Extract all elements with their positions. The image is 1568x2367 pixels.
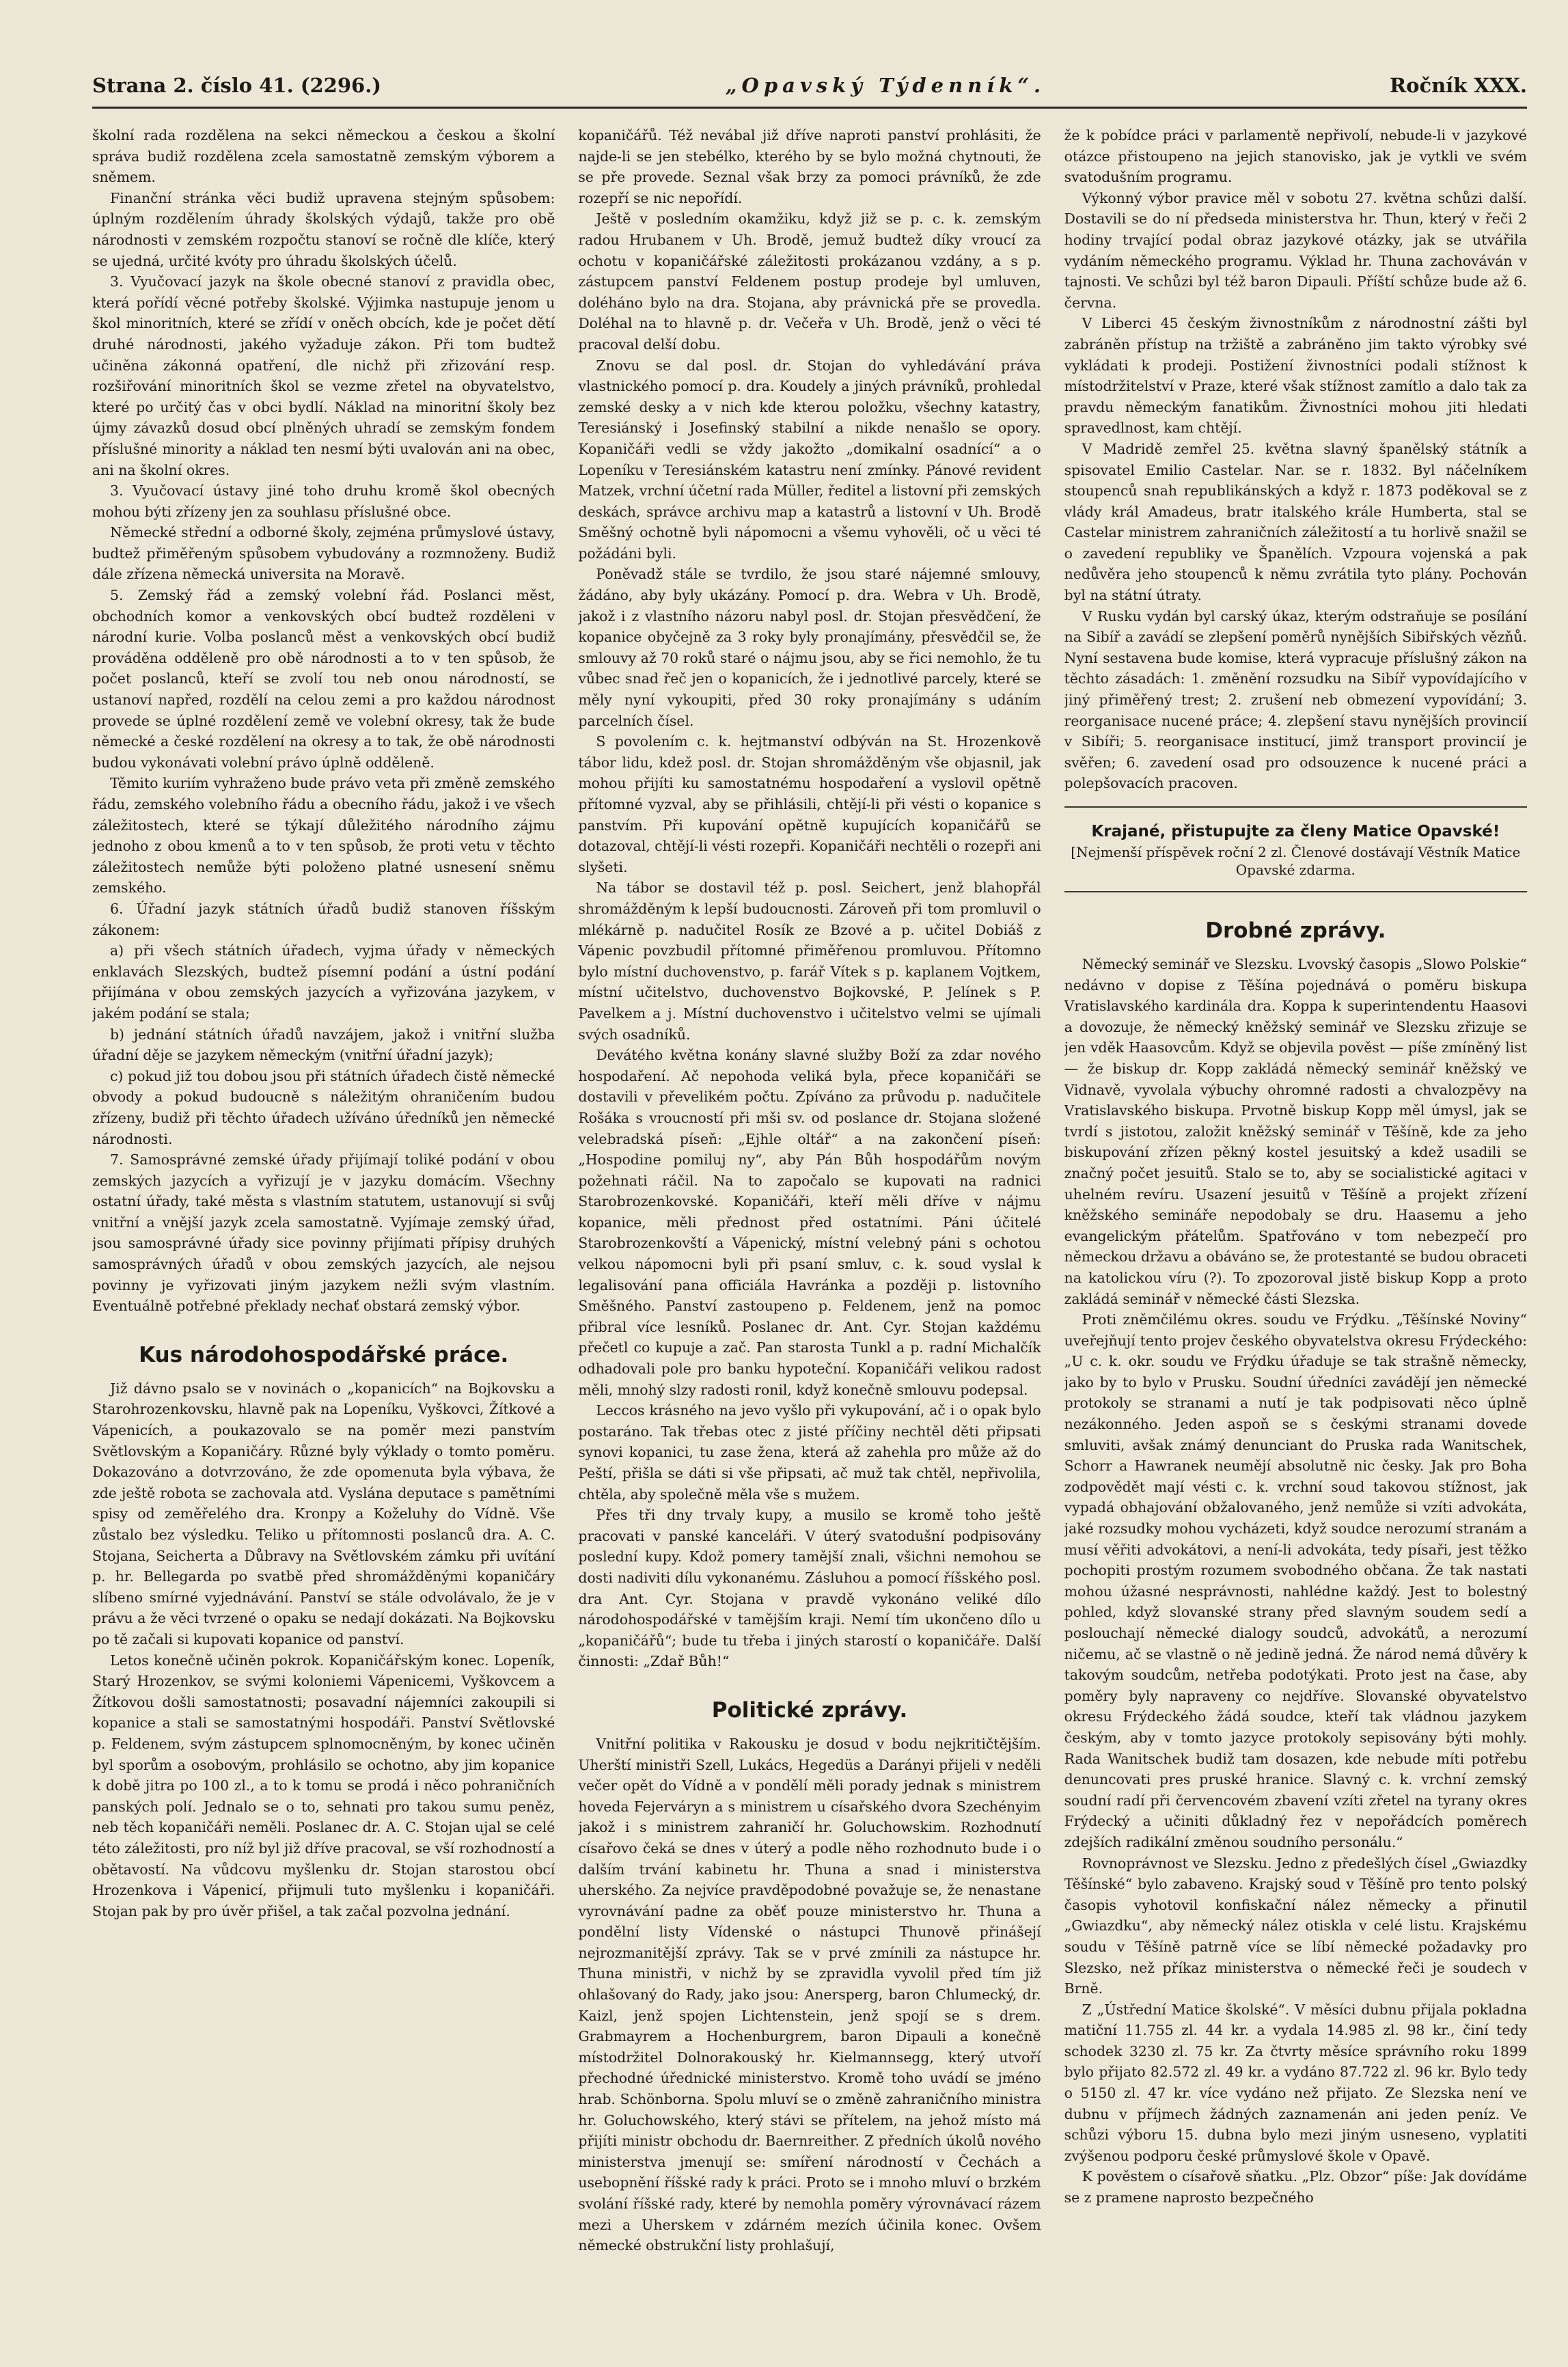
paragraph: Výkonný výbor pravice měl v sobotu 27. května schůzi další. Dostavili se do ní předseda ministerstva hr. Thun, který v řeči 2 hodiny trvající podal obraz jazykové otázky, jak se utvářila vydáním německého programu. Výklad hr. Thuna zachováván v tajnosti. Ve schůzi byl též baron Dipauli. Příští schůze bude až 6. června. [1064, 189, 1527, 311]
paragraph: c) pokud již tou dobou jsou při státních úřadech čistě německé obvody a pokud budoucně s náležitým ohraničením budou zřízeny, budiž při těchto úřadech užíváno úředníků jen německé národnosti. [92, 1067, 555, 1147]
paragraph: Německý seminář ve Slezsku. Lvovský časopis „Slowo Polskie“ nedávno v dopise z Těšína pojednává o poměru biskupa Vratislavského kardinála dra. Koppa k superintendentu Haasovi a dovozuje, že německý kněžský seminář ve Slezsku zřizuje se jen vděk Haasovcům. Když se objevila pověst — píše zmíněný list — že biskup dr. Kopp zakládá německý seminář kněžský ve Vidnavě, vyvolala výbuchy ohromné radosti a chvalozpěvy na Vratislavského biskupa. Prvotně biskup Kopp měl úmysl, jak se tvrdí s jistotou, založit kněžský seminář v Těšíně, kde za jeho biskupování zřízen pěkný kostel jesuitský a kdež usadili se značný počet jesuitů. Stalo se to, aby se socialistické agitaci v uhelném revíru. Usazení jesuitů v Těšíně a projekt zřízení kněžského semináře nepodobaly se dru. Haasemu a jeho evangelickým přátelům. Spatřováno v tom nebezpečí pro německou državu a obáváno se, že protestanté se budou obraceti na katolickou víru (?). To zpozoroval jistě biskup Kopp a proto zakládá seminář v německé části Slezska. [1064, 956, 1527, 1307]
column-2 [578, 125, 1041, 2298]
paragraph: Ještě v posledním okamžiku, když již se p. c. k. zemským radou Hrubanem v Uh. Brodě, jemuž budtež díky vroucí za ochotu v kopaničářské záležitosti prokázanou vzdány, a s p. zástupcem panství Feldenem postup prodeje byl umluven, doléháno bylo na dra. Stojana, aby právnická pře se provedla. Doléhal na to hlavně p. dr. Večeřa v Uh. Brodě, jenž o věci té pracoval delší dobu. [578, 210, 1041, 353]
notice-title: Krajané, přistupujte za členy Matice Opavské! [1091, 823, 1500, 840]
paragraph: S povolením c. k. hejtmanství odbýván na St. Hrozenkově tábor lidu, kdež posl. dr. Stojan shromážděným vše objasnil, jak mohou přijíti ku samostatnému hospodaření a vyslovil opětně přítomné vyzval, aby se přihlásili, chtějí-li při vésti o kopanice s panstvím. Při kupování opětně kupujících kopaničářů se dotazoval, chtějí-li vésti rozepři. Kopaničáři nechtěli o rozepři ani slyšeti. [578, 733, 1041, 875]
column-3 [1064, 125, 1527, 2298]
matice-notice [1064, 820, 1527, 879]
section-title-economy: Kus národohospodářské práce. [139, 1342, 509, 1367]
header-page-number: Strana 2. číslo 41. (2296.) [92, 74, 382, 97]
article-columns [92, 125, 1527, 2298]
column-1 [92, 125, 555, 2298]
paragraph: Vnitřní politika v Rakousku je dosud v bodu nejkritičtějším. Uherští ministři Szell, Lukács, Hegedüs a Darányi přijeli v neděli večer opět do Vídně a v pondělí měli porady jednak s ministrem hoveda Fejerváryn a s ministrem u císařského dvora Szechényim jakož i s ministrem zahraničí hr. Goluchowskim. Rozhodnutí císařovo čeká se dnes v úterý a podle něho rozhodnuto bude i o dalším trvání kabinetu hr. Thuna a snad i ministerstva uherského. Za nejvíce pravděpodobné považuje se, že nenastane vyrovnávání padne za oběť pouze ministerstvo hr. Thuna a pondělní listy Vídenské o nástupci Thunově přinášejí nejrozmanitější zprávy. Tak se v prvé zmínili za nástupce hr. Thuna ministři, v nichž by se zpravidla vyvolil před tím již ohlašovaný do Rady, jako jsou: Anersperg, baron Chlumecký, dr. Kaizl, jenž spojen Lichtenstein, jenž spojí se s drem. Grabmayrem a Hochenburgrem, baron Dipauli a konečně místodržitel Dolnorakouský hr. Kielmannsegg, který utvoří přechodné úřednické ministerstvo. Kromě toho uvádí se jméno hrab. Schönborna. Spolu mluví se o změně zahraničního ministra hr. Goluchowského, který stávi se přítelem, na jehož místo má přijíti ministr obchodu dr. Baernreither. Z předních úkolů nového ministerstva jmenují se: smíření národností v Čechách a usebopnění říšské rady k práci. Proto se i mnoho mluví o brzkém svolání říšské rady, které by nemohla poměry výrovnávací rázem mezi a Uherskem v zdárném mezích účinila konec. Ovšem německé obstrukční listy prohlašují, [578, 1735, 1041, 2254]
paragraph: V Rusku vydán byl carský úkaz, kterým odstraňuje se posílání na Sibíř a zavádí se zlepšení poměrů nynějších Sibiřských vězňů. Nyní sestavena bude komise, která vypracuje příslušný zákon na těchto zásadách: 1. změnění rozsudku na Sibíř vypovídajícího v jiný přiměřený trest; 2. zrušení neb obmezení vypovídání; 3. reorganisace nucené práce; 4. zlepšení stavu nynějších provincií v Sibíři; 5. reorganisace institucí, jimž transport provincií je svěřen; 6. zavedení osad pro odsouzence k nucené práci a polepšovacích pracoven. [1064, 607, 1527, 792]
header-volume: Ročník XXX. [1390, 74, 1527, 97]
paragraph: 7. Samosprávné zemské úřady přijímají toliké podání v obou zemských jazycích a vyřizují je v jazyku domácím. Všechny ostatní úřady, také města s vlastním statutem, ustanovují si svůj vnitřní a vnější jazyk zcela samostatně. Vyjímaje zemský úřad, jsou samosprávné úřady sice povinny přijímati přípisy druhých samosprávných úřadů v obou zemských jazycích, ale nejsou povinny je vyřizovati jiným jazykem nežli svým vlastním. Eventuálně potřebné překlady nechať obstará zemský výbor. [92, 1151, 555, 1315]
paragraph: 6. Úřadní jazyk státních úřadů budiž stanoven říšským zákonem: [92, 900, 555, 938]
divider [1064, 806, 1527, 808]
paragraph: Znovu se dal posl. dr. Stojan do vyhledávání práva vlastnického pomocí p. dra. Koudely a jiných právníků, prohledal zemské desky a v nich kde kterou položku, všechny katastry, Teresiánský i Josefinský stabilní a nikde nenašlo se opory. Kopaničáři vedli se vždy jakožto „domikalní osadnící“ a o Lopeníku v Teresiánském katastru není zmínky. Pánové revident Matzek, vrchní účetní rada Müller, ředitel a listovní při zemských deskách, správce archivu map a katastrů a listovní v Uh. Brodě Směšný ochotně byli nápomocni a všemu vyhověli, oč u věci té požádáni byli. [578, 357, 1041, 562]
paragraph: Těmito kuriím vyhraženo bude právo veta při změně zemského řádu, zemského volebního řádu a obecního řádu, jakož i ve všech záležitostech, které se týkají důležitého národního zájmu jednoho z obou kmenů a to v ten spůsob, že proti vetu v těchto záležitostech nemůže býti položeno platné usnesení sněmu zemského. [92, 775, 555, 897]
paragraph: Rovnoprávnost ve Slezsku. Jedno z předešlých čísel „Gwiazdky Těšínské“ bylo zabaveno. Krajský soud v Těšíně pro tento polský časopis vyhotovil konfiskační nález německy a přinutil „Gwiazdku“, aby německý nález otiskla v celé listu. Krajskému soudu v Těšíně patrně více se líbí německé požadavky pro Slezsko, než příkaz ministerstva o německé řeči je soudech v Brně. [1064, 1855, 1527, 1997]
paragraph: 3. Vyučovací ústavy jiné toho druhu kromě škol obecných mohou býti zřízeny jen za souhlasu příslušné obce. [92, 482, 555, 520]
divider [1064, 891, 1527, 892]
paragraph: že k pobídce práci v parlamentě nepřivolí, nebude-li v jazykové otázce přistoupeno na jejich stanovisko, jak je vytkli ve svém svatodušním programu. [1064, 127, 1527, 186]
paragraph: Již dávno psalo se v novinách o „kopanicích“ na Bojkovsku a Starohrozenkovsku, hlavně pak na Lopeníku, Vyškovci, Žítkové a Vápenicích, a poukazovalo se na poměr mezi panstvím Světlovským a Kopaničáry. Různé byly výklady o tomto poměru. Dokazováno a dotvrzováno, že zde opomenuta byla výbava, že zde ještě robota se zachovala atd. Vyslána deputace s pamětními spisy od zeměřelého dra. Kronpy a Koželuhy do Vídně. Vše zůstalo bez výsledku. Teliko u přítomnosti poslanců dra. A. C. Stojana, Seicherta a Důbravy na Světlovském zámku při uvítání p. hr. Bellegarda po svatbě před shromážděnými kopaničáry slíbeno smírné vyjednávání. Panství se stále odvolávalo, že je v právu a že věci tvrzené o opaku se nedají dokázati. Na Bojkovsku po tě začali si kupovati kopanice od panství. [92, 1380, 555, 1647]
paragraph: Devátého května konány slavné služby Boží za zdar nového hospodaření. Ač nepohoda veliká byla, přece kopaničáři se dostavili v převelikém počtu. Zpíváno za průvodu p. nadučitele Rošáka s vroucností při mši sv. od poslance dr. Stojana složené velebradská píseň: „Ejhle oltář“ a na zakončení píseň: „Hospodine pomiluj ny“, aby Pán Bůh hospodářům novým požehnati ráčil. Na to započalo se kupovati na radnici Starobrozenkovské. Kopaničáři, kteří měli dříve v nájmu kopanice, měli přednost před ostatními. Páni účitelé Starobrozenkovští a Vápenický, místní velebný páni s ochotou velkou nápomocni byli při psaní smluv, c. k. soud vyslal k legalisování pana officiála Havránka a později p. listovního Směšného. Panství zastoupeno p. Feldenem, jenž na pomoc přibral více lesníků. Poslanec dr. Ant. Cyr. Stojan každému přečetl co kupuje a zač. Pan starosta Tunkl a p. radní Michalčík odhadovali pole pro banku hypoteční. Kopaničáři velikou radost měli, mnohý slzy radosti ronil, když konečně smlouvu podepsal. [578, 1047, 1041, 1398]
paragraph: Přes tři dny trvaly kupy, a musilo se kromě toho ještě pracovati v panské kanceláři. V úterý svatodušní podpisovány poslední kupy. Kdož pomery tamější znali, všichni nemohou se dosti nadiviti dílu vykonanému. Zásluhou a pomocí říšského posl. dra Ant. Cyr. Stojana v pravdě vykonáno veliké dílo národohospodářské v tamějším kraji. Nemí tím ukončeno dílo u „kopaničářů“; bude tu třeba i jiných starostí o kopaničáře. Další činnosti: „Zdař Bůh!“ [578, 1507, 1041, 1670]
paragraph: Německé střední a odborné školy, zejména průmyslové ústavy, budtež přiměřeným spůsobem vybudovány a rozmnoženy. Budiž dále zřízena německá universita na Moravě. [92, 524, 555, 583]
paragraph: V Madridě zemřel 25. května slavný španělský státník a spisovatel Emilio Castelar. Nar. se r. 1832. Byl náčelníkem stoupenců snah republikánských a když r. 1873 poděkoval se z vlády král Amadeus, bratr italského krále Humberta, stal se Castelar ministrem zahraničních záležitostí a tu horlivě snažil se o zavedení republiky ve Španělích. Vzpoura vojenská a pak nedůvěra jeho stoupenců k němu zvrátila tyto plány. Pochován byl na státní útraty. [1064, 440, 1527, 604]
paragraph: Finanční stránka věci budiž upravena stejným spůsobem: úplným rozdělením úhrady školských výdajů, takže pro obě národnosti v zemském rozpočtu stanoví se ročně dle klíče, který se ujedná, určité kvóty pro úhradu školských účelů. [92, 189, 555, 269]
paragraph: Z „Ústřední Matice školské“. V měsíci dubnu přijala pokladna matiční 11.755 zl. 44 kr. a vydala 14.985 zl. 98 kr., činí tedy schodek 3230 zl. 75 kr. Za čtvrty měsíce správního roku 1899 bylo přijato 82.572 zl. 49 kr. a vydáno 87.722 zl. 96 kr. Bylo tedy o 5150 zl. 47 kr. více vydáno než přijato. Ze Slezska není ve dubnu v příjmech žádných zaznamenán ani jeden peníz. Ve schůzi výboru 15. dubna bylo mezi jiným usneseno, vyplatiti zvýšenou podporu české průmyslové škole v Opavě. [1064, 2001, 1527, 2164]
paragraph: Na tábor se dostavil též p. posl. Seichert, jenž blahopřál shromážděným k lepší budoucnosti. Zároveň při tom promluvil o mlékárně p. nadučitel Rosík ze Bzové a p. učitel Dobiáš z Vápenic povzbudil přítomné přiměřenou promluvou. Přítomno bylo místní duchovenstvo, p. farář Vítek s p. kaplanem Vojtkem, místní učitelstvo, duchovenstvo Bojkovské, P. Jelínek s P. Pavelkem a j. Místní duchovenstvo i učitelstvo velmi se ujímali svých osadníků. [578, 879, 1041, 1043]
paragraph: školní rada rozdělena na sekci německou a českou a školní správa budiž rozdělena zcela samostatně zemským výborem a sněmem. [92, 127, 555, 186]
paragraph: kopaničářů. Též nevábal již dříve naproti panství prohlásiti, že najde-li se jen stebélko, kterého by se bylo možná chytnouti, že se pře provede. Seznal však brzy za pomoci právníků, že zde rozepří se nic nepořídí. [578, 127, 1041, 206]
paragraph: K pověstem o císařově sňatku. „Plz. Obzor“ píše: Jak dovídáme se z pramene naprosto bezpečného [1064, 2168, 1527, 2206]
paragraph: Leccos krásného na jevo vyšlo při vykupování, ač i o opak bylo postaráno. Tak třebas otec z jisté příčiny nechtěl děti připsati synovi kopanici, tu zase žena, která až zahehla pro může až do Peští, přišla se dáti si vše připsati, ač muž tak chtěl, nepřivolila, chtěla, aby společně měla vše s mužem. [578, 1402, 1041, 1503]
paragraph: 5. Zemský řád a zemský volební řád. Poslanci měst, obchodních komor a venkovských obcí budtež rozděleni v národní kurie. Volba poslanců měst a venkovských obcí budiž prováděna odděleně pro obě národnosti a to v ten spůsob, že počet poslanců, kteří se zvolí tou neb onou národností, se ustanoví napřed, rozdělí na celou zemi a pro každou národnost provede se úplné rozdělení země ve volební okresy, tak že bude německé a české rozdělení na okresy a to tak, že obě národnosti budou vykonávati volební právo úplně odděleně. [92, 587, 555, 771]
paragraph: a) při všech státních úřadech, vyjma úřady v německých enklavách Slezských, budtež písemní podání a ústní podání přijímána v obou zemských jazycích a vyřizována jazykem, v jakém podání se stala; [92, 942, 555, 1022]
notice-body: [Nejmenší příspěvek roční 2 zl. Členové dostávají Věstník Matice Opavské zdarma. [1071, 844, 1521, 878]
header-masthead: „Opavský Týdenník“. [725, 74, 1046, 97]
paragraph: 3. Vyučovací jazyk na škole obecné stanoví z pravidla obec, která pořídí věcné potřeby školské. Výjimka nastupuje jenom u škol minoritních, které se zřídí v oněch obcích, kde je počet dětí druhé národnosti, jakého vyžaduje zákon. Při tom budtež učiněna zákonná opatření, dle nichž při zřizování resp. rozšiřování minoritních škol se vezme zřetel na obyvatelstvo, které po určitý čas v obci bydlí. Náklad na minoritní školy bez újmy závazků dosud obcí plněných uhradí se zemským fondem příslušné minority a náklad ten nesmí býti uvalován ani na obec, ani na školní okres. [92, 273, 555, 478]
page-header [92, 74, 1527, 109]
paragraph: b) jednání státních úřadů navzájem, jakož i vnitřní služba úřadní děje se jazykem německým (vnitřní úřadní jazyk); [92, 1026, 555, 1064]
section-title-short-news: Drobné zprávy. [1205, 918, 1386, 943]
section-title-politics: Politické zprávy. [711, 1697, 908, 1723]
paragraph: V Liberci 45 českým živnostníkům z národnostní zášti byl zabráněn přístup na tržiště a zabráněno jim takto výrobky své vykládati k prodeji. Postižení živnostníci podali stížnost k místodržitelství v Praze, které však stížnost zamítlo a dalo tak za pravdu německým fanatikům. Živnostníci mohou jiti hledati spravedlnost, kam chtějí. [1064, 315, 1527, 437]
paragraph: Poněvadž stále se tvrdilo, že jsou staré nájemné smlouvy, žádáno, aby byly ukázány. Pomocí p. dra. Webra v Uh. Brodě, jakož i z vlastního názoru nabyl posl. dr. Stojan přesvědčení, že kopanice obyčejně za 3 roky byly pronajímány, přesvědčil se, že smlouvy až 70 roků staré o nájmu jsou, aby se řici nemohlo, že tu vůbec snad řeč jen o kopanicích, že i jednotlivé parcely, které se měly nyní vykoupiti, před 30 roky pronajímány s udáním parcelních čísel. [578, 566, 1041, 729]
paragraph: Letos konečně učiněn pokrok. Kopaničářským konec. Lopeník, Starý Hrozenkov, se svými koloniemi Vápenicemi, Vyškovcem a Žítkovou došli samostatnosti; posavadní nájemníci zakoupili si kopanice a stali se samostatnými hospodáři. Panství Světlovské p. Feldenem, svým zástupcem splnomocněným, by konec učiněn byl sporům a osobovým, prohlásilo se ochotno, aby jim kopanice k době jitra po 100 zl., a to k tomu se prodá i něco pohraničních panských polí. Jednalo se o to, sehnati pro takou sumu peněz, neb těch kopaničáři neměli. Poslanec dr. A. C. Stojan ujal se celé této záležitosti, pro níž byl již dříve pracoval, se vší rozhodností a obětavostí. Na vůdcovu myšlenku dr. Stojan starostou obcí Hrozenkova i Vápenicí, přijmuli tuto myšlenku i kopaničáři. Stojan pak by pro úvěr přišel, a tak začal pozvolna jednání. [92, 1652, 555, 1919]
paragraph: Proti zněmčilému okres. soudu ve Frýdku. „Těšínské Noviny“ uveřejňují tento projev českého obyvatelstva okresu Frýdeckého: „U c. k. okr. soudu ve Frýdku úřaduje se tak strašně německy, jako by to bylo v Prusku. Soudní úředníci zavádějí jen německé protokoly se stranami a nutí je tak podpisovati něco úplně nezákonného. Jeden aspoň se s českými stranami dovede smluviti, avšak známý denunciant do Pruska rada Wanitschek, Schorr a Hawranek neumějí absolutně nic česky. Jak pro Boha zodpovědět mají vésti c. k. vrchní soud takovou stížnost, jak vypadá obhajování obžalovaného, jenž nemůže si vzíti advokáta, jaké rozsudky mohou vycházeti, když soudce nerozumí stranám a musí věřiti advokátovi, a není-li advokáta, tedy písaři, jest těžko pochopiti prostým rozumem svobodného občana. Že tak nastati mohou úžasné nesprávnosti, nahlédne každý. Jest to bolestný pohled, když slovanské strany před slavným soudem sedí a poslouchají německé dialogy soudců, advokátů, a nerozumí ničemu, ač se vlastně o ně jedině jedná. Že národ nemá důvěry k takovým soudcům, netřeba podotýkati. Proto jest na čase, aby poměry byly napraveny co nejdříve. Slovanské obyvatelstvo okresu Frýdeckého žádá soudce, kteří tak vládnou jazykem českým, aby v tomto jazyce protokoly sepisovány býti mohly. Rada Wanitschek budiž tam dosazen, kde nebude míti potřebu denuncovati pres pruské hranice. Slavný c. k. vrchní zemský soudní radí při červencovém zbavení vzíti zřetel na tyrany okres Frýdecký a učiniti důkladný řez v nepořádcích poměrech zdejších radikální změnou soudního personálu.“ [1064, 1311, 1527, 1850]
